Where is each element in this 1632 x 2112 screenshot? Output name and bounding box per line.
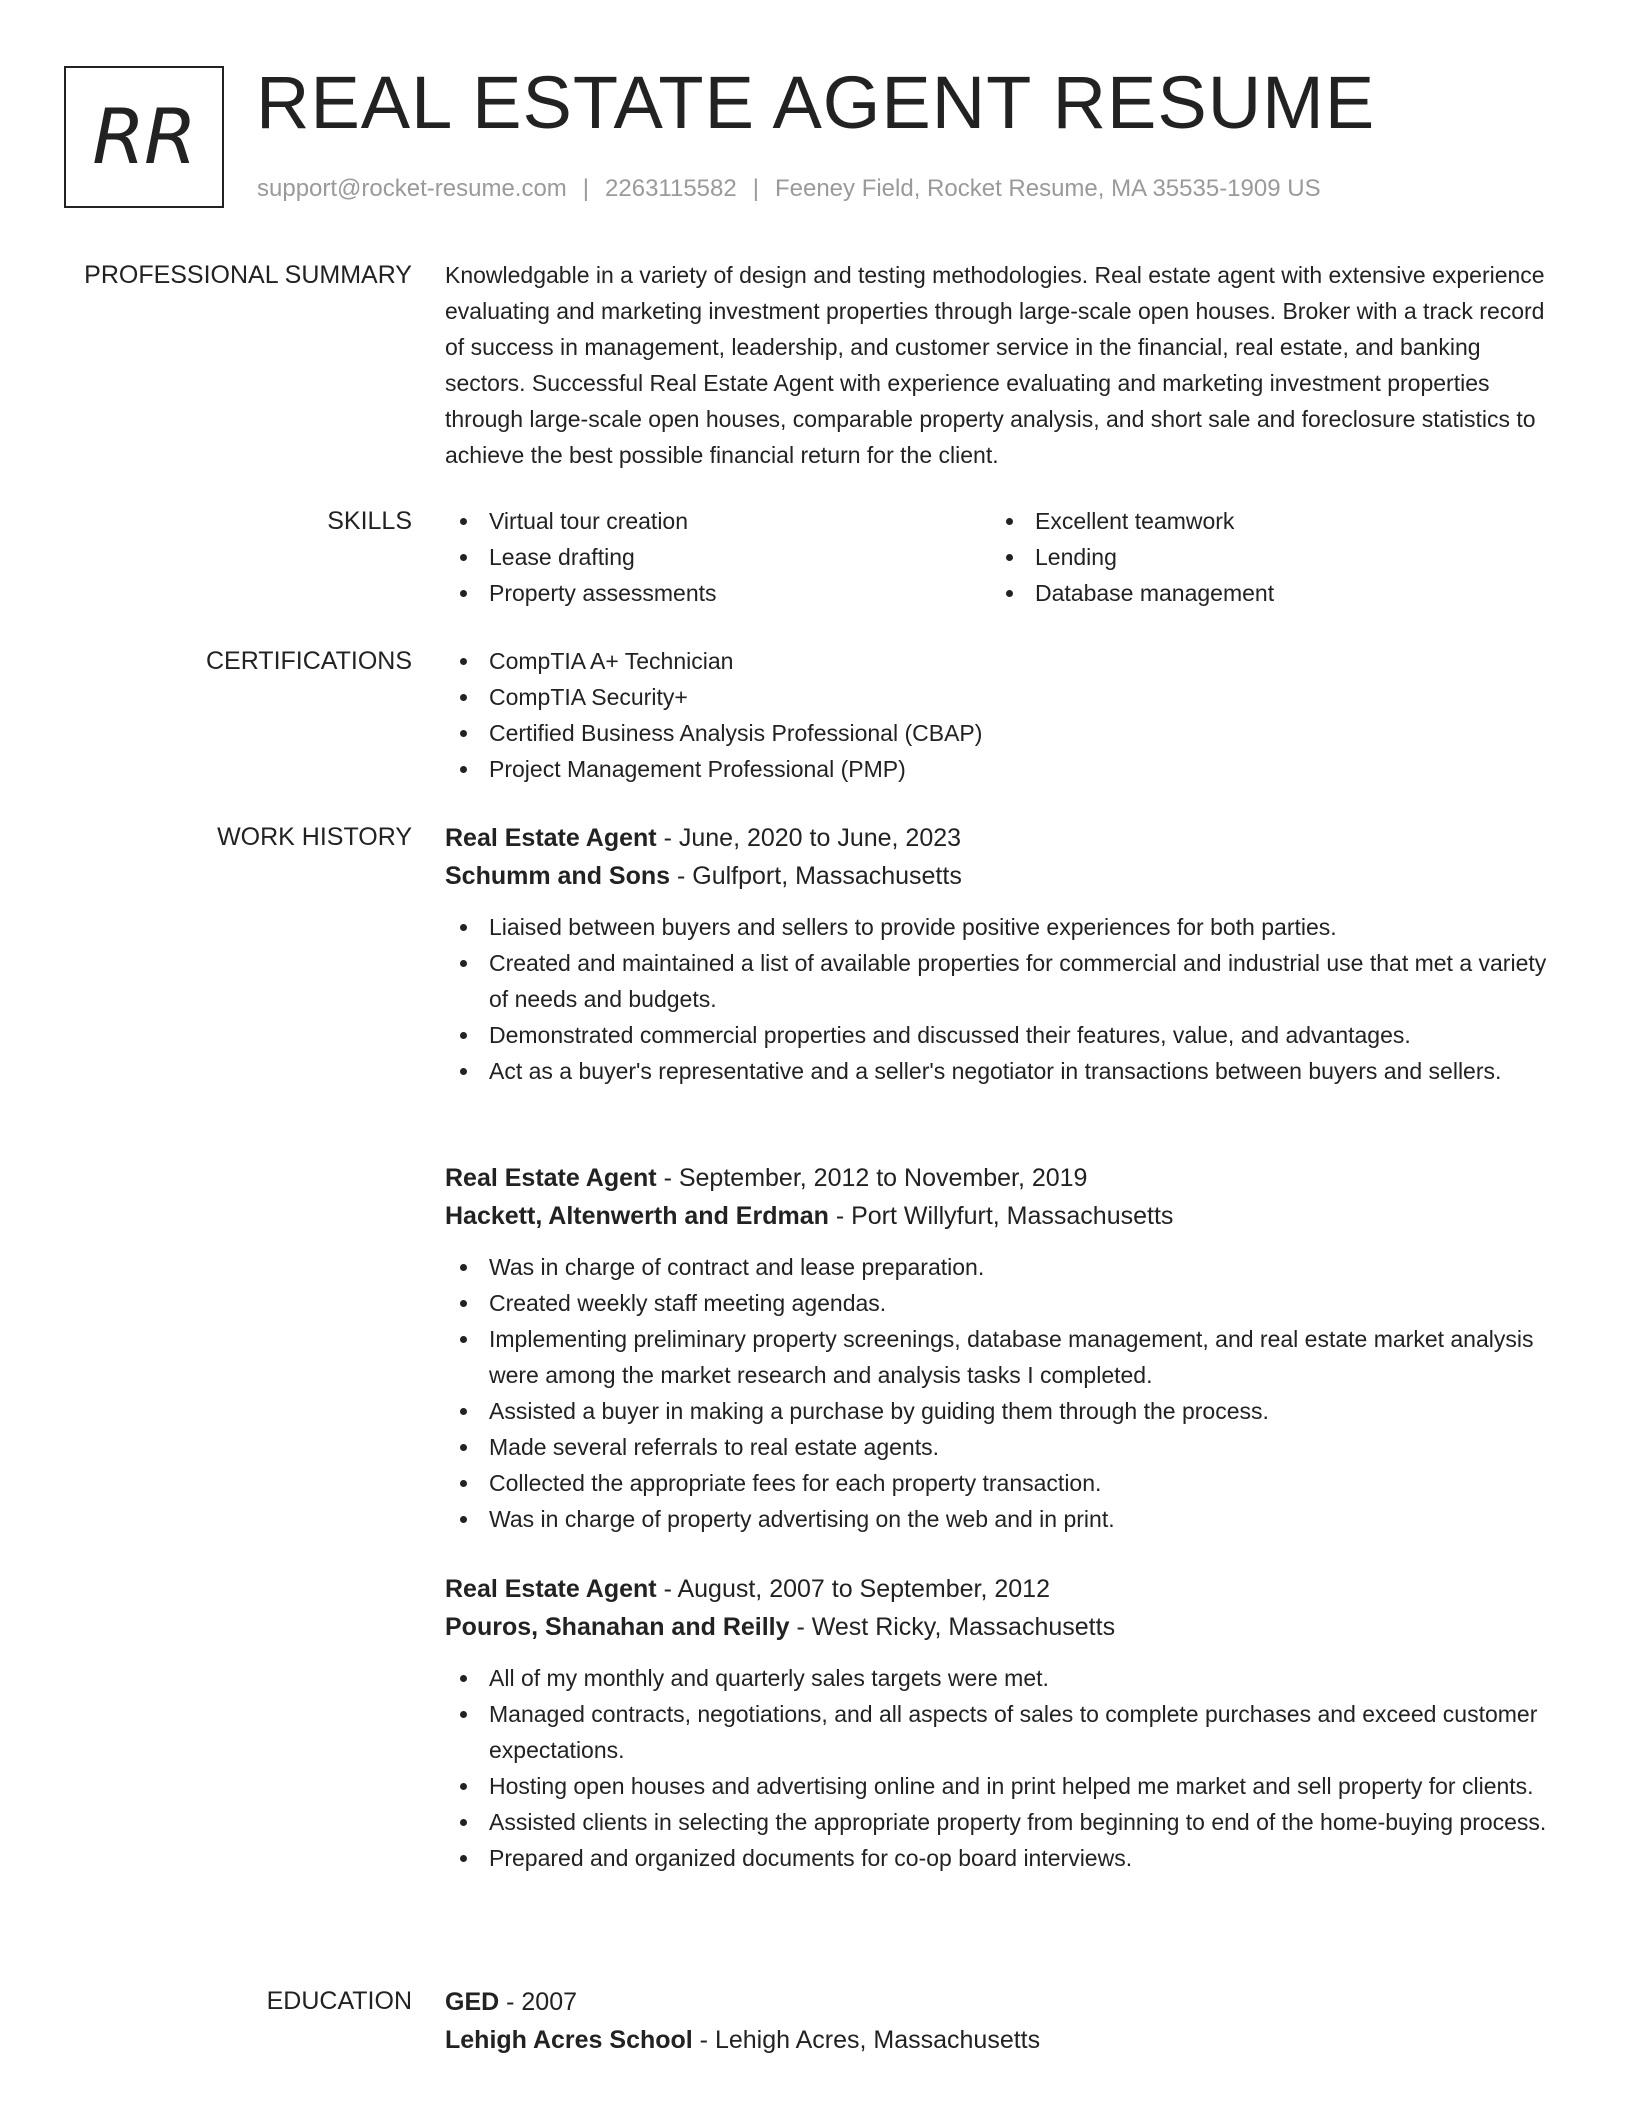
education-school: Lehigh Acres School: [445, 2026, 693, 2054]
job-company: Schumm and Sons: [445, 862, 671, 890]
monogram-logo: [64, 66, 224, 208]
skill-item: Lease drafting: [445, 539, 991, 575]
job-title-line: [445, 1159, 1565, 1197]
skill-item: Database management: [991, 575, 1537, 611]
education-year: - 2007: [499, 1988, 578, 2016]
job-dates: - September, 2012 to November, 2019: [656, 1164, 1088, 1192]
job-duty: Created weekly staff meeting agendas.: [445, 1285, 1565, 1321]
job-duty: Prepared and organized documents for co-op board interviews.: [445, 1840, 1565, 1876]
job-duty: Made several referrals to real estate agents.: [445, 1429, 1565, 1465]
job-dates: - June, 2020 to June, 2023: [656, 824, 962, 852]
job-company: Hackett, Altenwerth and Erdman: [445, 1202, 829, 1230]
certifications-list: [445, 643, 1565, 787]
job-duty: All of my monthly and quarterly sales targets were met.: [445, 1660, 1565, 1696]
contact-separator: |: [752, 175, 759, 202]
certification-item: CompTIA Security+: [445, 679, 1565, 715]
job-location: - Port Willyfurt, Massachusetts: [828, 1202, 1174, 1230]
skill-item: Virtual tour creation: [445, 503, 991, 539]
job-duty: Created and maintained a list of available properties for commercial and industrial use that met a variety of needs and budgets.: [445, 945, 1565, 1017]
education-school-line: [445, 2021, 1565, 2059]
job-duty: Was in charge of contract and lease preparation.: [445, 1249, 1565, 1285]
job-title: Real Estate Agent: [445, 1575, 657, 1603]
skill-item: Property assessments: [445, 575, 991, 611]
job-duty: Hosting open houses and advertising online and in print helped me market and sell property for clients.: [445, 1768, 1565, 1804]
job-duties: [445, 1660, 1565, 1876]
skills-column-1: [445, 503, 991, 611]
job-company-line: [445, 1608, 1565, 1646]
certification-item: CompTIA A+ Technician: [445, 643, 1565, 679]
job-duty: Act as a buyer's representative and a seller's negotiator in transactions between buyers and sellers.: [445, 1053, 1565, 1089]
summary-text: Knowledgable in a variety of design and testing methodologies. Real estate agent with extensive experience evaluating and marketing investment properties through large-scale open houses. Broker with a track record of success in management, leadership, and customer service in the financial, real estate, and banking sectors. Successful Real Estate Agent with experience evaluating and marketing investment properties through large-scale open houses, comparable property analysis, and short sale and foreclosure statistics to achieve the best possible financial return for the client.: [445, 262, 1545, 468]
job-dates: - August, 2007 to September, 2012: [656, 1575, 1050, 1603]
contact-email: support@rocket-resume.com: [257, 175, 567, 202]
monogram-text: RR: [92, 92, 196, 181]
job-body: [445, 819, 1565, 1089]
job-duty: Assisted a buyer in making a purchase by guiding them through the process.: [445, 1393, 1565, 1429]
job-duty: Managed contracts, negotiations, and all aspects of sales to complete purchases and exceed customer expectations.: [445, 1696, 1565, 1768]
job-duty: Demonstrated commercial properties and discussed their features, value, and advantages.: [445, 1017, 1565, 1053]
skills-column-2: [991, 503, 1537, 611]
certification-item: Project Management Professional (PMP): [445, 751, 1565, 787]
skill-item: Lending: [991, 539, 1537, 575]
job-title-line: [445, 819, 1565, 857]
skill-item: Excellent teamwork: [991, 503, 1537, 539]
certification-item: Certified Business Analysis Professional (CBAP): [445, 715, 1565, 751]
education-degree-line: [445, 1983, 1565, 2021]
job-duty: Collected the appropriate fees for each property transaction.: [445, 1465, 1565, 1501]
job-location: - West Ricky, Massachusetts: [789, 1613, 1116, 1641]
page-title: REAL ESTATE AGENT RESUME: [256, 61, 1376, 144]
contact-separator: |: [582, 175, 590, 202]
job-duty: Assisted clients in selecting the appropriate property from beginning to end of the home-buying process.: [445, 1804, 1565, 1840]
skills-label: SKILLS: [327, 507, 412, 535]
skills-grid: [445, 503, 1565, 611]
contact-address: Feeney Field, Rocket Resume, MA 35535-1909 US: [774, 175, 1321, 202]
job-company-line: [445, 857, 1565, 895]
summary-label: PROFESSIONAL SUMMARY: [84, 261, 412, 289]
job-duty: Was in charge of property advertising on the web and in print.: [445, 1501, 1565, 1537]
certifications-body: [445, 643, 1565, 787]
job-duty: Implementing preliminary property screenings, database management, and real estate market analysis were among the market research and analysis tasks I completed.: [445, 1321, 1565, 1393]
job-company-line: [445, 1197, 1565, 1235]
certifications-label: CERTIFICATIONS: [205, 647, 412, 675]
education-body: [445, 1983, 1565, 2059]
job-title-line: [445, 1570, 1565, 1608]
job-body: [445, 1159, 1565, 1537]
education-location: - Lehigh Acres, Massachusetts: [692, 2026, 1041, 2054]
contact-line: [257, 175, 1321, 203]
job-body: [445, 1570, 1565, 1876]
education-label: EDUCATION: [266, 1987, 412, 2015]
job-duty: Liaised between buyers and sellers to provide positive experiences for both parties.: [445, 909, 1565, 945]
job-title: Real Estate Agent: [445, 824, 657, 852]
job-location: - Gulfport, Massachusetts: [670, 862, 962, 890]
job-duties: [445, 909, 1565, 1089]
job-company: Pouros, Shanahan and Reilly: [445, 1613, 790, 1641]
job-duties: [445, 1249, 1565, 1537]
job-title: Real Estate Agent: [445, 1164, 657, 1192]
contact-phone: 2263115582: [605, 175, 737, 202]
work-history-label: WORK HISTORY: [217, 823, 412, 851]
education-degree: GED: [445, 1988, 500, 2016]
